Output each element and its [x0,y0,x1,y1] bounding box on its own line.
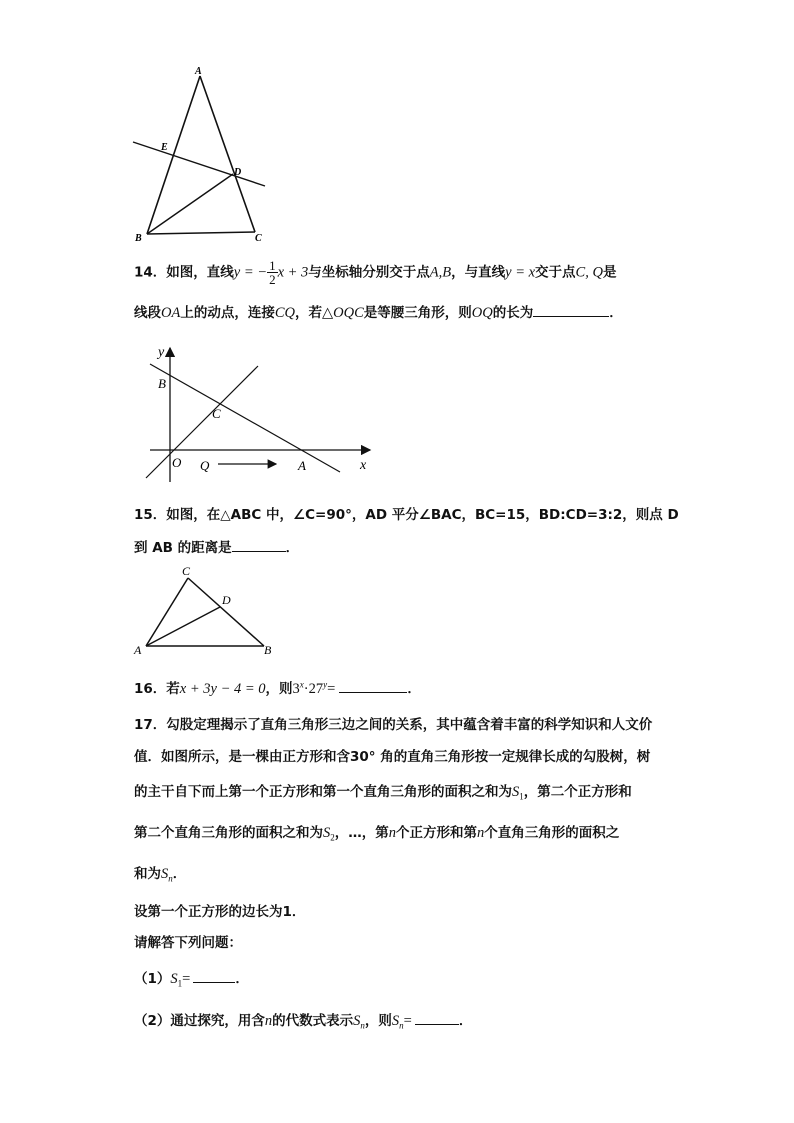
answer-blank-16[interactable] [339,680,407,693]
q17-line4: 第二个直角三角形的面积之和为$S_2$，…，第n个正方形和第n个直角三角形的面积之 [134,825,620,843]
vertex-A: A [134,643,142,657]
point-A: A [298,458,306,473]
answer-blank-14[interactable] [533,304,609,317]
vertex-D: D [222,593,231,607]
answer-blank-15[interactable] [232,539,286,552]
q17-line3: 的主干自下而上第一个正方形和第一个直角三角形的面积之和为$S_1$，第二个正方形和 [134,784,632,802]
label-A: A [195,66,202,77]
label-C: C [255,233,262,244]
q17-line1: 17．勾股定理揭示了直角三角形三边之间的关系，其中蕴含着丰富的科学知识和人文价 [134,717,653,733]
vertex-C: C [182,564,191,578]
triangle-figure-15 [130,562,280,658]
label-E: E [161,142,168,153]
q14-line1: 14．如图，直线y = − $\frac{1}{2}$ x + 3与坐标轴分别交于点A,B，与直线y = x交于点C, Q是 [134,258,617,287]
fraction-half: $\frac{1}{2}$ [269,258,276,287]
q17-part1: $(1)S_1=$ ． [134,971,249,989]
q17-line6: 设第一个正方形的边长为1． [134,904,306,920]
point-C: C [212,406,221,421]
answer-blank-17-2[interactable] [415,1012,459,1025]
q17-line5: 和为$S_n$． [134,866,187,884]
vertex-B: B [264,643,272,657]
triangle-figure-13 [125,60,275,250]
q15-line2: 到 AB 的距离是 ． [134,540,300,556]
x-axis-label: x [360,458,367,473]
q17-line2: 值．如图所示，是一棵由正方形和含30° 角的直角三角形按一定规律长成的勾股树，树 [134,749,651,765]
coordinate-figure-14 [140,340,380,488]
y-axis-label: y [158,345,165,360]
answer-blank-17-1[interactable] [193,970,235,983]
label-D: D [234,167,242,178]
q17-line7: 请解答下列问题： [134,935,242,951]
q16-line: 16．若x + 3y − 4 = 0，则$3^x\cdot 27^y=$ ． [134,679,421,697]
point-Q: Q [200,458,210,473]
label-B: B [135,233,142,244]
q17-part2: （2）通过探究，用含n的代数式表示$S_n$，则$S_n=$ ． [134,1013,473,1031]
q15-line1: 15．如图，在△ABC 中，∠C=90°，AD 平分∠BAC，BC=15，BD:CD=3:2，则点 D [134,507,679,523]
q14-line2: 线段OA上的动点，连接CQ，若△OQC是等腰三角形，则OQ的长为 ． [134,305,623,321]
point-O: O [172,455,182,470]
point-B: B [158,376,166,391]
